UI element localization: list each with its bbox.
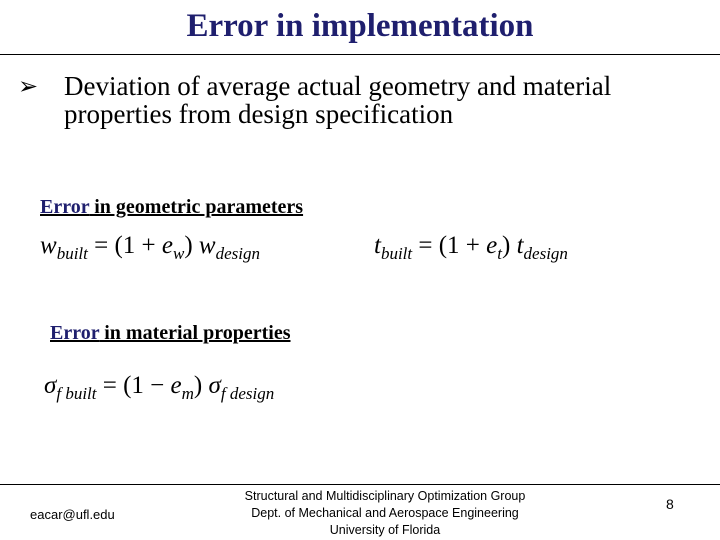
eq1-e-sub: w: [173, 244, 185, 263]
eq1-var: w: [40, 232, 57, 259]
bullet-item: [18, 72, 698, 128]
equation-sigma-built: [44, 372, 274, 404]
eq3-lhs-sub: f built: [56, 384, 97, 403]
eq1-close: ): [184, 232, 199, 259]
eq3-rvar: σ: [208, 372, 221, 399]
footer-affiliation: [210, 488, 560, 539]
eq2-e: e: [486, 232, 498, 259]
eq3-close: ): [193, 372, 209, 399]
eq1-rhs-sub: design: [215, 244, 260, 263]
title-divider: [0, 54, 720, 55]
eq1-e: e: [161, 232, 173, 259]
equation-t-built: [374, 232, 568, 264]
eq1-mid: = (1 +: [87, 232, 162, 259]
eq1-rvar: w: [198, 232, 216, 259]
slide-title: Error in implementation: [186, 8, 534, 44]
footer-line-1: Structural and Multidisciplinary Optimization Group: [244, 489, 526, 503]
eq2-e-sub: t: [497, 244, 502, 263]
equation-w-built: [40, 232, 260, 264]
eq2-lhs-sub: built: [380, 244, 413, 263]
eq2-rvar: t: [516, 232, 524, 259]
bullet-text: Deviation of average actual geometry and material properties from design specification: [64, 71, 612, 129]
eq2-rhs-sub: design: [523, 244, 568, 263]
eq2-mid: = (1 +: [412, 232, 487, 259]
eq3-e-sub: m: [181, 384, 194, 403]
geometric-heading-rest: in geometric parameters: [89, 196, 304, 218]
eq3-e: e: [170, 372, 182, 399]
eq2-close: ): [502, 232, 517, 259]
footer-divider: [0, 484, 720, 485]
material-heading: [50, 322, 291, 345]
eq3-mid: = (1 −: [96, 372, 171, 399]
eq2-var: t: [374, 232, 381, 259]
geometric-heading: [40, 196, 303, 219]
footer-line-3: University of Florida: [329, 523, 441, 537]
footer-line-2: Dept. of Mechanical and Aerospace Engineering: [251, 506, 519, 520]
arrow-bullet-icon: ➢: [18, 72, 39, 100]
eq3-rhs-sub: f design: [220, 384, 275, 403]
material-heading-rest: in material properties: [99, 322, 291, 344]
eq3-var: σ: [44, 372, 57, 399]
geometric-heading-error: Error: [40, 196, 90, 218]
material-heading-error: Error: [50, 322, 100, 344]
eq1-lhs-sub: built: [56, 244, 88, 263]
footer-email: eacar@ufl.edu: [30, 507, 115, 522]
page-number: 8: [666, 496, 674, 512]
